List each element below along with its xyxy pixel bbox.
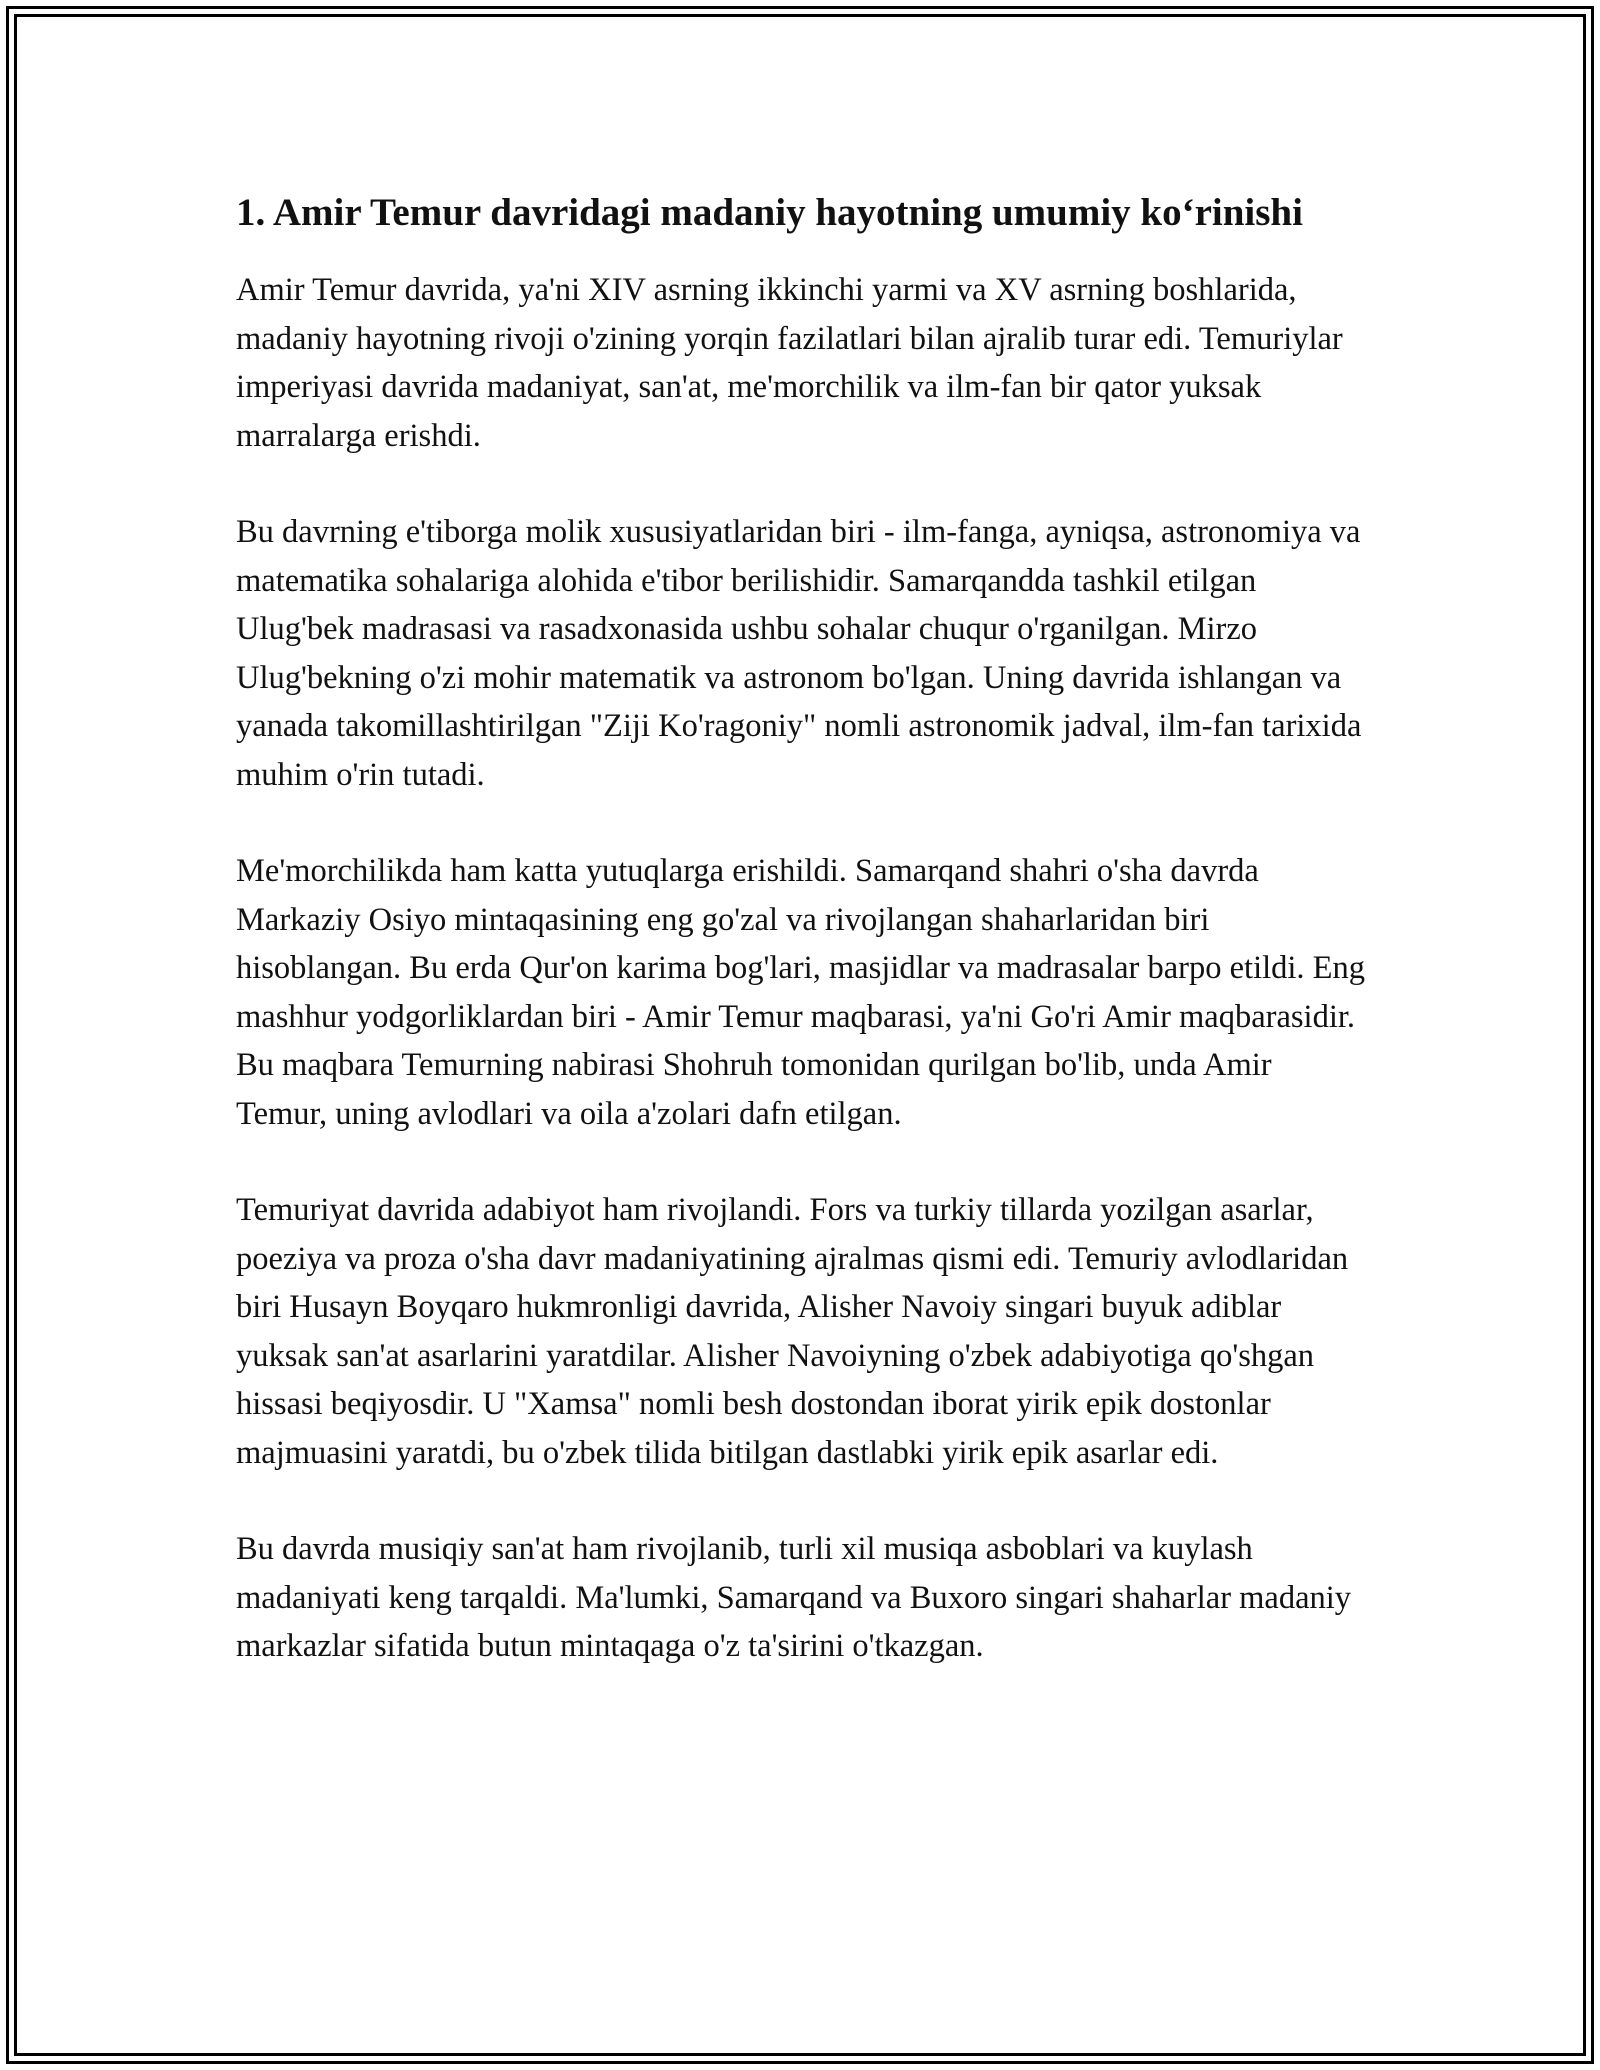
paragraph-intro: Amir Temur davrida, ya'ni XIV asrning ikkinchi yarmi va XV asrning boshlarida, madaniy hayotning rivoji o'zining yorqin fazilatlari bilan ajralib turar edi. Temuriylar imperiyasi davrida madaniyat, san'at, me'morchilik va ilm-fan bir qator yuksak marralarga erishdi. [236, 272, 1343, 454]
section-heading: 1. Amir Temur davridagi madaniy hayotning umumiy ko‘rinishi [236, 191, 1303, 234]
paragraph-science: Bu davrning e'tiborga molik xususiyatlaridan biri - ilm-fanga, ayniqsa, astronomiya va matematika sohalariga alohida e'tibor berilishidir. Samarqandda tashkil etilgan Ulug'bek madrasasi va rasadxonasida ushbu sohalar chuqur o'rganilgan. Mirzo Ulug'bekning o'zi mohir matematik va astronom bo'lgan. Uning davrida ishlangan va yanada takomillashtirilgan "Ziji Ko'ragoniy" nomli astronomik jadval, ilm-fan tarixida muhim o'rin tutadi. [236, 514, 1362, 793]
paragraph-literature: Temuriyat davrida adabiyot ham rivojlandi. Fors va turkiy tillarda yozilgan asarlar, poeziya va proza o'sha davr madaniyatining ajralmas qismi edi. Temuriy avlodlaridan biri Husayn Boyqaro hukmronligi davrida, Alisher Navoiy singari buyuk adiblar yuksak san'at asarlarini yaratdilar. Alisher Navoiyning o'zbek adabiyotiga qo'shgan hissasi beqiyosdir. U "Xamsa" nomli besh dostondan iborat yirik epik dostonlar majmuasini yaratdi, bu o'zbek tilida bitilgan dastlabki yirik epik asarlar edi. [236, 1192, 1349, 1471]
paragraph-architecture: Me'morchilikda ham katta yutuqlarga erishildi. Samarqand shahri o'sha davrda Markaziy Osiyo mintaqasining eng go'zal va rivojlangan shaharlaridan biri hisoblangan. Bu erda Qur'on karima bog'lari, masjidlar va madrasalar barpo etildi. Eng mashhur yodgorliklardan biri - Amir Temur maqbarasi, ya'ni Go'ri Amir maqbarasidir. Bu maqbara Temurning nabirasi Shohruh tomonidan qurilgan bo'lib, unda Amir Temur, uning avlodlari va oila a'zolari dafn etilgan. [236, 853, 1366, 1132]
paragraph-music: Bu davrda musiqiy san'at ham rivojlanib, turli xil musiqa asboblari va kuylash madaniyati keng tarqaldi. Ma'lumki, Samarqand va Buxoro singari shaharlar madaniy markazlar sifatida butun mintaqaga o'z ta'sirini o'tkazgan. [236, 1531, 1352, 1664]
document-body [236, 186, 1366, 1671]
